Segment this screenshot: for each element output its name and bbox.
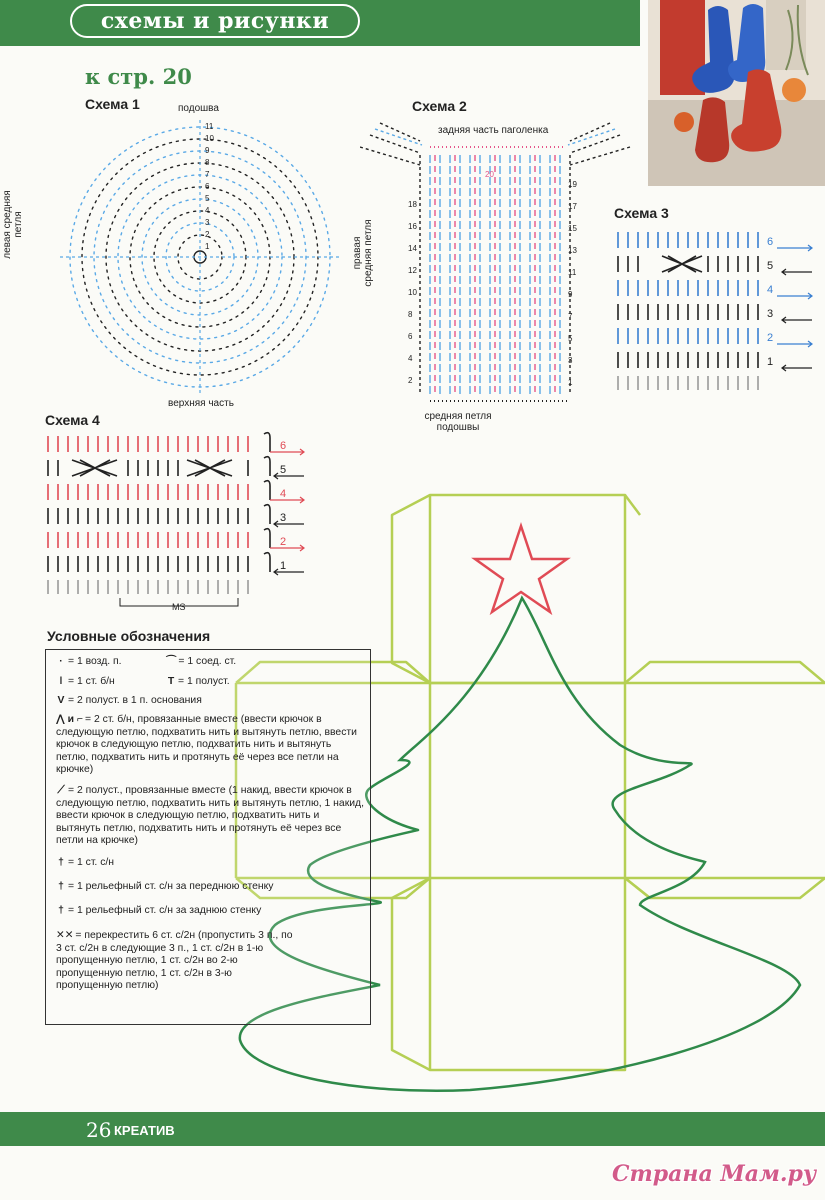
scheme3-row-number: 5 xyxy=(767,260,774,272)
legend-text: = 2 ст. б/н, провязанные вместе (ввести крючок в следующую петлю, подхватить нить и вытянуть петлю, ввести крючок в следующую петлю, подхватить нить и вытянуть петлю, подхватить нить и протянуть её через все петли на крючке) xyxy=(56,714,357,776)
scheme3-diagram xyxy=(612,226,822,396)
scheme4-row-numbers xyxy=(280,440,286,572)
legend-item xyxy=(166,656,366,669)
legend-text: = 1 рельефный ст. с/н за переднюю стенку xyxy=(68,881,274,892)
scheme2-bottom-label: средняя петля подошвы xyxy=(424,411,492,433)
legend-symbol: ⟋ xyxy=(57,785,65,796)
scheme4-title: Схема 4 xyxy=(45,412,100,428)
legend-symbol: ⋀ и ⌐ xyxy=(56,714,83,725)
scheme4-row-number: 5 xyxy=(280,464,287,476)
legend-item xyxy=(56,857,366,870)
scheme2-top-label: задняя часть паголенка xyxy=(438,125,549,136)
scheme2-right-row: 19 xyxy=(568,180,577,189)
scheme1-row-number: 7 xyxy=(205,170,210,179)
scheme2-left-row: 12 xyxy=(408,266,417,275)
legend-text: = 1 полуст. xyxy=(178,676,230,687)
scheme1-row-number: 4 xyxy=(205,206,210,215)
legend-text: = 1 возд. п. xyxy=(68,656,122,667)
legend-item xyxy=(56,930,296,993)
legend-symbol: ⌒ xyxy=(166,656,177,667)
legend-box xyxy=(45,649,371,1025)
scheme3-title: Схема 3 xyxy=(614,205,669,221)
scheme2-top-row-number: 20 xyxy=(485,170,494,179)
scheme3-row-numbers xyxy=(767,236,773,368)
legend-text: = 1 ст. с/н xyxy=(68,857,115,868)
scheme2-left-row: 18 xyxy=(408,200,417,209)
scheme1-row-number: 8 xyxy=(205,158,210,167)
scheme1-left-label: левая средняя петля xyxy=(2,190,24,259)
scheme2-title: Схема 2 xyxy=(412,98,467,114)
legend-text: = перекрестить 6 ст. с/2н (пропустить 3 п., по 3 ст. с/2н в следующие 3 п., 1 ст. с/2н в 1-ю пропущенную петлю, 1 ст. с/2н во 2-ю пропущенную петлю, 1 ст. с/2н в 3-ю пропущенную петлю) xyxy=(56,930,293,992)
page-reference: к стр. 20 xyxy=(85,64,192,89)
legend-item xyxy=(56,656,166,669)
scheme2-row-labels xyxy=(408,170,577,387)
legend-item xyxy=(56,881,366,894)
magazine-name: КРЕАТИВ xyxy=(114,1123,175,1138)
legend-symbol: T xyxy=(167,676,175,687)
scheme2-left-row: 16 xyxy=(408,222,417,231)
scheme1-row-numbers xyxy=(205,122,214,251)
scheme1-row-number: 2 xyxy=(205,230,210,239)
scheme3-row-number: 3 xyxy=(767,308,774,320)
scheme1-title: Схема 1 xyxy=(85,96,140,112)
scheme2-left-row: 2 xyxy=(408,376,413,385)
scheme2-left-row: 4 xyxy=(408,354,413,363)
legend-item xyxy=(56,785,366,848)
scheme4-row-number: 2 xyxy=(280,536,287,548)
page-number: 26 xyxy=(86,1118,112,1142)
scheme2-left-row: 14 xyxy=(408,244,417,253)
legend-text: = 2 полуст. в 1 п. основания xyxy=(68,695,202,706)
scheme3-row-number: 2 xyxy=(767,332,774,344)
scheme2-right-row: 17 xyxy=(568,202,577,211)
scheme2-right-row: 13 xyxy=(568,246,577,255)
legend-symbol: · xyxy=(59,656,63,667)
legend-item xyxy=(56,695,366,708)
scheme4-diagram xyxy=(42,430,312,615)
scheme1-row-number: 9 xyxy=(205,146,210,155)
scheme2-right-row: 1 xyxy=(568,378,573,387)
legend-text: = 1 ст. б/н xyxy=(68,676,115,687)
scheme2-left-row: 6 xyxy=(408,332,413,341)
scheme4-row-number: 4 xyxy=(280,488,287,500)
legend-item xyxy=(166,676,366,689)
scheme2-right-row: 15 xyxy=(568,224,577,233)
scheme3-rows xyxy=(618,232,758,390)
legend-symbol: V xyxy=(57,695,65,706)
scheme1-diagram xyxy=(55,115,350,400)
legend-symbol: ✕✕ xyxy=(56,930,74,941)
legend-symbol: ǀ xyxy=(59,676,63,687)
scheme2-diagram xyxy=(360,115,635,415)
scheme2-left-row: 8 xyxy=(408,310,413,319)
scheme3-row-number: 6 xyxy=(767,236,774,248)
scheme4-row-number: 1 xyxy=(280,560,287,572)
scheme1-row-number: 3 xyxy=(205,218,210,227)
scheme1-row-number: 6 xyxy=(205,182,210,191)
scheme1-top-label: подошва xyxy=(178,103,219,114)
scheme4-repeat-label: MS xyxy=(172,602,186,612)
scheme4-row-number: 3 xyxy=(280,512,287,524)
scheme2-right-row: 5 xyxy=(568,334,573,343)
scheme2-right-row: 3 xyxy=(568,356,573,365)
scheme2-left-row: 10 xyxy=(408,288,417,297)
scheme4-direction-arrows xyxy=(270,449,304,575)
legend-text: = 1 соед. ст. xyxy=(178,656,237,667)
legend-text: = 2 полуст., провязанные вместе (1 накид, ввести крючок в следующую петлю, подхватить нить и вытянуть петлю, 1 накид, ввести крючок в следующую петлю, подхватить нить и вытянуть петлю, подхватить нить и протянуть её через все петли на крючке) xyxy=(56,785,364,847)
scheme2-right-row: 9 xyxy=(568,290,573,299)
scheme4-row-number: 6 xyxy=(280,440,287,452)
legend-symbol: † xyxy=(58,905,64,916)
section-title: схемы и рисунки xyxy=(100,8,330,34)
scheme1-bottom-label: верхняя часть xyxy=(168,398,234,409)
legend-item xyxy=(56,714,366,777)
legend-text: = 1 рельефный ст. с/н за заднюю стенку xyxy=(68,905,262,916)
legend-item xyxy=(56,905,366,918)
scheme2-stitch-columns xyxy=(360,123,630,401)
scheme1-row-number: 11 xyxy=(205,122,214,131)
scheme4-rows xyxy=(48,433,270,594)
scheme3-direction-arrows xyxy=(777,245,812,371)
scheme1-row-number: 10 xyxy=(205,134,214,143)
watermark: Страна Мам.ру xyxy=(612,1161,817,1187)
scheme1-row-number: 1 xyxy=(205,242,210,251)
legend-title: Условные обозначения xyxy=(47,628,211,644)
legend-symbol: † xyxy=(58,857,64,868)
legend-symbol: † xyxy=(58,881,64,892)
scheme3-row-number: 1 xyxy=(767,356,774,368)
scheme2-right-row: 7 xyxy=(568,312,573,321)
scheme2-right-row: 11 xyxy=(568,268,577,277)
scheme1-axes xyxy=(60,120,340,395)
scheme3-row-number: 4 xyxy=(767,284,774,296)
scheme1-row-number: 5 xyxy=(205,194,210,203)
legend-item xyxy=(56,676,166,689)
scheme1-right-label: правая средняя петля xyxy=(352,219,374,287)
